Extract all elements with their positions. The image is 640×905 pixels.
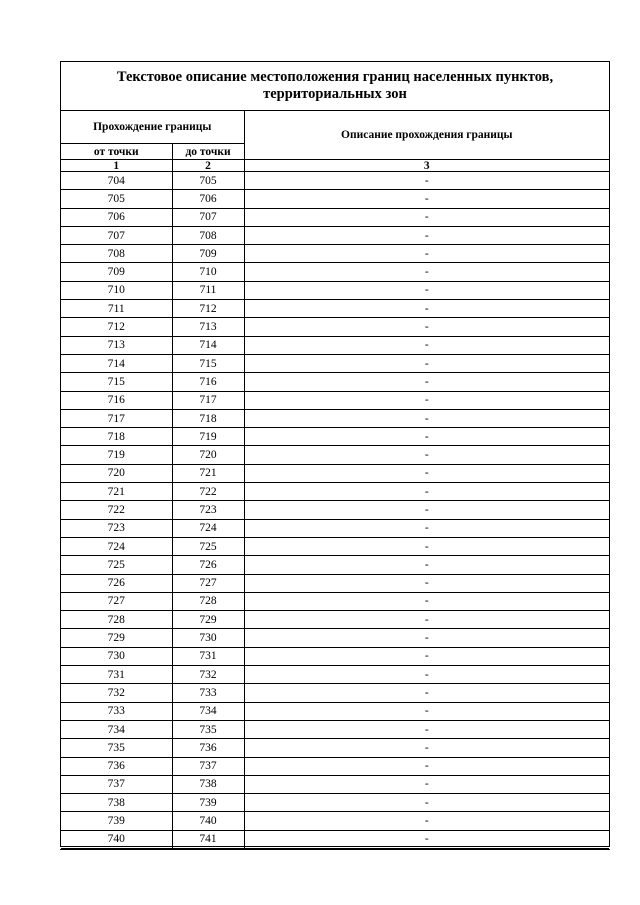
- cell-to: 730: [172, 629, 244, 647]
- header-num-3: 3: [244, 160, 609, 172]
- cell-desc: -: [244, 300, 609, 318]
- cell-desc: -: [244, 409, 609, 427]
- cell-desc: -: [244, 446, 609, 464]
- cell-to: 740: [172, 812, 244, 830]
- document-title: [61, 62, 609, 111]
- cell-desc: -: [244, 336, 609, 354]
- cell-from: 730: [61, 647, 172, 665]
- cell-from: 740: [61, 830, 172, 848]
- table-row: [61, 812, 609, 830]
- cell-desc: -: [244, 373, 609, 391]
- cell-from: 726: [61, 574, 172, 592]
- cell-from: 739: [61, 812, 172, 830]
- cell-from: 733: [61, 702, 172, 720]
- table-row: [61, 775, 609, 793]
- cell-to: 711: [172, 281, 244, 299]
- cell-to: 713: [172, 318, 244, 336]
- cell-to: 735: [172, 720, 244, 738]
- cell-to: 737: [172, 757, 244, 775]
- cell-from: 707: [61, 226, 172, 244]
- cell-desc: -: [244, 812, 609, 830]
- cell-to: 705: [172, 172, 244, 190]
- table-row: [61, 556, 609, 574]
- cell-from: 720: [61, 464, 172, 482]
- cell-desc: -: [244, 226, 609, 244]
- table-row: [61, 684, 609, 702]
- cell-from: 723: [61, 519, 172, 537]
- title-line-2: территориальных зон: [263, 86, 407, 102]
- cell-from: 719: [61, 446, 172, 464]
- cell-desc: -: [244, 464, 609, 482]
- cell-from: 734: [61, 720, 172, 738]
- cell-from: 716: [61, 391, 172, 409]
- table-row: [61, 519, 609, 537]
- cell-from: 729: [61, 629, 172, 647]
- cell-from: 714: [61, 354, 172, 372]
- cell-from: 708: [61, 245, 172, 263]
- cell-from: 704: [61, 172, 172, 190]
- table-body: [61, 172, 609, 849]
- cell-from: 725: [61, 556, 172, 574]
- header-num-2: 2: [172, 160, 244, 172]
- cell-desc: -: [244, 629, 609, 647]
- cell-from: 731: [61, 666, 172, 684]
- header-num-1: 1: [61, 160, 172, 172]
- cell-from: 705: [61, 190, 172, 208]
- header-from: от точки: [61, 144, 172, 160]
- header-description: Описание прохождения границы: [244, 111, 609, 160]
- cell-from: 718: [61, 428, 172, 446]
- cell-to: 736: [172, 739, 244, 757]
- table-row: [61, 190, 609, 208]
- cell-desc: -: [244, 190, 609, 208]
- table-row: [61, 629, 609, 647]
- cell-to: 724: [172, 519, 244, 537]
- table-row: [61, 208, 609, 226]
- cell-to: 734: [172, 702, 244, 720]
- cell-from: 711: [61, 300, 172, 318]
- cell-to: 738: [172, 775, 244, 793]
- cell-to: 726: [172, 556, 244, 574]
- cell-from: 712: [61, 318, 172, 336]
- cell-to: 718: [172, 409, 244, 427]
- header-to: до точки: [172, 144, 244, 160]
- cell-desc: -: [244, 483, 609, 501]
- cell-to: 722: [172, 483, 244, 501]
- cell-to: 709: [172, 245, 244, 263]
- table-row: [61, 830, 609, 848]
- table-row: [61, 702, 609, 720]
- cell-to: 708: [172, 226, 244, 244]
- cell-to: 727: [172, 574, 244, 592]
- cell-from: 736: [61, 757, 172, 775]
- cell-from: 715: [61, 373, 172, 391]
- table-row: [61, 354, 609, 372]
- table-row: [61, 757, 609, 775]
- table-row: [61, 226, 609, 244]
- title-line-1: Текстовое описание местоположения границ населенных пунктов,: [116, 69, 554, 85]
- table-row: [61, 391, 609, 409]
- cell-desc: -: [244, 647, 609, 665]
- table-row: [61, 739, 609, 757]
- table-row: [61, 373, 609, 391]
- cell-to: 710: [172, 263, 244, 281]
- cell-to: 720: [172, 446, 244, 464]
- cell-to: 715: [172, 354, 244, 372]
- cell-to: 721: [172, 464, 244, 482]
- cell-desc: -: [244, 172, 609, 190]
- table-row: [61, 537, 609, 555]
- table-row: [61, 666, 609, 684]
- cell-desc: -: [244, 428, 609, 446]
- cell-to: 716: [172, 373, 244, 391]
- cell-desc: -: [244, 757, 609, 775]
- cell-from: 728: [61, 611, 172, 629]
- cell-desc: -: [244, 354, 609, 372]
- cell-from: 737: [61, 775, 172, 793]
- cell-desc: -: [244, 592, 609, 610]
- cell-desc: -: [244, 556, 609, 574]
- cell-desc: -: [244, 501, 609, 519]
- cell-to: 712: [172, 300, 244, 318]
- table-row: [61, 263, 609, 281]
- cell-from: 710: [61, 281, 172, 299]
- table-row: [61, 611, 609, 629]
- table-row: [61, 464, 609, 482]
- boundary-table: [61, 111, 609, 849]
- cell-from: 709: [61, 263, 172, 281]
- cell-desc: -: [244, 537, 609, 555]
- cell-desc: -: [244, 318, 609, 336]
- cell-to: 732: [172, 666, 244, 684]
- cell-to: 717: [172, 391, 244, 409]
- header-passage: Прохождение границы: [61, 111, 244, 144]
- cell-desc: -: [244, 263, 609, 281]
- cell-desc: -: [244, 739, 609, 757]
- table-row: [61, 428, 609, 446]
- table-row: [61, 647, 609, 665]
- cell-desc: -: [244, 830, 609, 848]
- table-row: [61, 172, 609, 190]
- cell-desc: -: [244, 611, 609, 629]
- cell-desc: -: [244, 720, 609, 738]
- table-row: [61, 446, 609, 464]
- cell-from: 738: [61, 794, 172, 812]
- table-row: [61, 336, 609, 354]
- cell-desc: -: [244, 245, 609, 263]
- cell-to: 706: [172, 190, 244, 208]
- cell-desc: -: [244, 519, 609, 537]
- cell-to: 733: [172, 684, 244, 702]
- bottom-rule: [60, 849, 610, 850]
- table-row: [61, 281, 609, 299]
- cell-to: 707: [172, 208, 244, 226]
- cell-desc: -: [244, 775, 609, 793]
- cell-to: 739: [172, 794, 244, 812]
- cell-from: 735: [61, 739, 172, 757]
- cell-desc: -: [244, 208, 609, 226]
- cell-to: 731: [172, 647, 244, 665]
- cell-to: 714: [172, 336, 244, 354]
- cell-to: 741: [172, 830, 244, 848]
- table-row: [61, 592, 609, 610]
- table-row: [61, 409, 609, 427]
- cell-from: 724: [61, 537, 172, 555]
- cell-to: 723: [172, 501, 244, 519]
- table-row: [61, 318, 609, 336]
- table-row: [61, 574, 609, 592]
- cell-desc: -: [244, 666, 609, 684]
- table-row: [61, 245, 609, 263]
- cell-from: 713: [61, 336, 172, 354]
- cell-desc: -: [244, 794, 609, 812]
- cell-from: 722: [61, 501, 172, 519]
- cell-from: 721: [61, 483, 172, 501]
- table-row: [61, 501, 609, 519]
- table-row: [61, 720, 609, 738]
- table-row: [61, 794, 609, 812]
- cell-desc: -: [244, 702, 609, 720]
- document-frame: [60, 61, 610, 847]
- cell-to: 725: [172, 537, 244, 555]
- cell-desc: -: [244, 391, 609, 409]
- cell-desc: -: [244, 281, 609, 299]
- cell-to: 729: [172, 611, 244, 629]
- table-row: [61, 300, 609, 318]
- table-row: [61, 483, 609, 501]
- cell-desc: -: [244, 574, 609, 592]
- cell-from: 732: [61, 684, 172, 702]
- cell-from: 717: [61, 409, 172, 427]
- cell-desc: -: [244, 684, 609, 702]
- cell-from: 706: [61, 208, 172, 226]
- cell-from: 727: [61, 592, 172, 610]
- cell-to: 719: [172, 428, 244, 446]
- cell-to: 728: [172, 592, 244, 610]
